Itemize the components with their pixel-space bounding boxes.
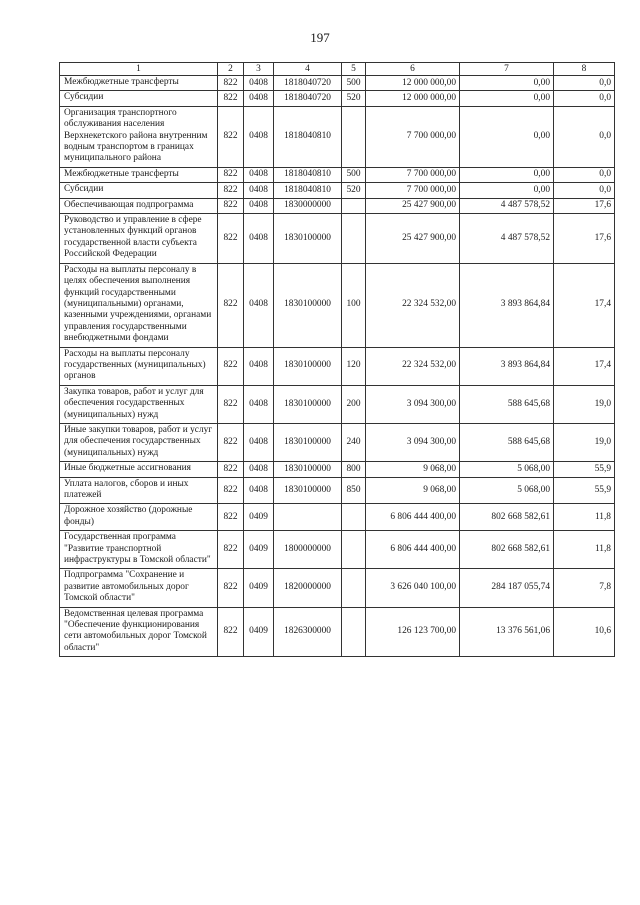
plan-amount-cell: 22 324 532,00 <box>366 347 460 385</box>
row-name-cell: Закупка товаров, работ и услуг для обеспечения государственных (муниципальных) нужд <box>60 385 218 423</box>
target-article-cell: 1830100000 <box>274 385 342 423</box>
column-header: 1 <box>60 63 218 76</box>
percent-cell: 17,6 <box>554 198 615 213</box>
plan-amount-cell: 3 626 040 100,00 <box>366 569 460 607</box>
percent-cell: 17,6 <box>554 214 615 264</box>
ved-cell: 822 <box>218 214 244 264</box>
table-row <box>60 462 615 477</box>
table-row <box>60 385 615 423</box>
table-row <box>60 183 615 198</box>
header-row <box>60 63 615 76</box>
ved-cell: 822 <box>218 263 244 347</box>
plan-amount-cell: 25 427 900,00 <box>366 198 460 213</box>
ved-cell: 822 <box>218 462 244 477</box>
table-row <box>60 263 615 347</box>
ved-cell: 822 <box>218 106 244 167</box>
row-name-cell: Руководство и управление в сфере установленных функций органов государственной власти субъекта Российской Федерации <box>60 214 218 264</box>
expense-type-cell <box>342 569 366 607</box>
ved-cell: 822 <box>218 531 244 569</box>
expense-type-cell: 800 <box>342 462 366 477</box>
row-name-cell: Государственная программа "Развитие транспортной инфраструктуры в Томской области" <box>60 531 218 569</box>
section-cell: 0408 <box>244 263 274 347</box>
target-article-cell: 1826300000 <box>274 607 342 657</box>
row-name-cell: Уплата налогов, сборов и иных платежей <box>60 477 218 504</box>
section-cell: 0408 <box>244 91 274 106</box>
row-name-cell: Подпрограмма "Сохранение и развитие автомобильных дорог Томской области" <box>60 569 218 607</box>
section-cell: 0408 <box>244 347 274 385</box>
section-cell: 0409 <box>244 531 274 569</box>
table-row <box>60 569 615 607</box>
table-row <box>60 607 615 657</box>
section-cell: 0408 <box>244 214 274 264</box>
plan-amount-cell: 22 324 532,00 <box>366 263 460 347</box>
table-row <box>60 167 615 182</box>
target-article-cell: 1830100000 <box>274 477 342 504</box>
percent-cell: 17,4 <box>554 263 615 347</box>
actual-amount-cell: 588 645,68 <box>460 423 554 461</box>
actual-amount-cell: 4 487 578,52 <box>460 214 554 264</box>
row-name-cell: Дорожное хозяйство (дорожные фонды) <box>60 504 218 531</box>
section-cell: 0408 <box>244 76 274 91</box>
ved-cell: 822 <box>218 167 244 182</box>
actual-amount-cell: 4 487 578,52 <box>460 198 554 213</box>
table-row <box>60 214 615 264</box>
plan-amount-cell: 3 094 300,00 <box>366 385 460 423</box>
percent-cell: 0,0 <box>554 183 615 198</box>
table-row <box>60 531 615 569</box>
actual-amount-cell: 284 187 055,74 <box>460 569 554 607</box>
row-name-cell: Ведомственная целевая программа "Обеспечение функционирования сети автомобильных дорог Томской области" <box>60 607 218 657</box>
ved-cell: 822 <box>218 477 244 504</box>
ved-cell: 822 <box>218 91 244 106</box>
plan-amount-cell: 6 806 444 400,00 <box>366 504 460 531</box>
expense-type-cell: 100 <box>342 263 366 347</box>
target-article-cell: 1830100000 <box>274 214 342 264</box>
section-cell: 0408 <box>244 423 274 461</box>
expense-type-cell <box>342 214 366 264</box>
table-row <box>60 477 615 504</box>
table-row <box>60 198 615 213</box>
ved-cell: 822 <box>218 76 244 91</box>
expense-type-cell <box>342 504 366 531</box>
section-cell: 0409 <box>244 504 274 531</box>
row-name-cell: Межбюджетные трансферты <box>60 167 218 182</box>
section-cell: 0408 <box>244 183 274 198</box>
percent-cell: 10,6 <box>554 607 615 657</box>
ved-cell: 822 <box>218 183 244 198</box>
expense-type-cell: 120 <box>342 347 366 385</box>
percent-cell: 0,0 <box>554 167 615 182</box>
column-header: 7 <box>460 63 554 76</box>
target-article-cell: 1818040720 <box>274 76 342 91</box>
column-header: 4 <box>274 63 342 76</box>
table-row <box>60 347 615 385</box>
percent-cell: 55,9 <box>554 462 615 477</box>
percent-cell: 55,9 <box>554 477 615 504</box>
target-article-cell: 1820000000 <box>274 569 342 607</box>
target-article-cell: 1818040810 <box>274 183 342 198</box>
expense-type-cell: 500 <box>342 167 366 182</box>
row-name-cell: Обеспечивающая подпрограмма <box>60 198 218 213</box>
actual-amount-cell: 802 668 582,61 <box>460 504 554 531</box>
actual-amount-cell: 0,00 <box>460 167 554 182</box>
column-header: 5 <box>342 63 366 76</box>
ved-cell: 822 <box>218 504 244 531</box>
section-cell: 0408 <box>244 198 274 213</box>
target-article-cell: 1830000000 <box>274 198 342 213</box>
table-row <box>60 76 615 91</box>
plan-amount-cell: 9 068,00 <box>366 462 460 477</box>
row-name-cell: Субсидии <box>60 91 218 106</box>
plan-amount-cell: 12 000 000,00 <box>366 76 460 91</box>
target-article-cell: 1830100000 <box>274 263 342 347</box>
plan-amount-cell: 126 123 700,00 <box>366 607 460 657</box>
target-article-cell: 1830100000 <box>274 462 342 477</box>
percent-cell: 7,8 <box>554 569 615 607</box>
ved-cell: 822 <box>218 198 244 213</box>
column-header: 8 <box>554 63 615 76</box>
expense-type-cell: 500 <box>342 76 366 91</box>
actual-amount-cell: 5 068,00 <box>460 477 554 504</box>
expense-type-cell <box>342 531 366 569</box>
expense-type-cell <box>342 607 366 657</box>
row-name-cell: Иные закупки товаров, работ и услуг для обеспечения государственных (муниципальных) нужд <box>60 423 218 461</box>
ved-cell: 822 <box>218 607 244 657</box>
actual-amount-cell: 0,00 <box>460 76 554 91</box>
table-row <box>60 423 615 461</box>
plan-amount-cell: 7 700 000,00 <box>366 106 460 167</box>
column-header: 3 <box>244 63 274 76</box>
expense-type-cell: 850 <box>342 477 366 504</box>
column-header: 2 <box>218 63 244 76</box>
budget-table <box>59 62 615 657</box>
actual-amount-cell: 0,00 <box>460 91 554 106</box>
table-row <box>60 91 615 106</box>
section-cell: 0409 <box>244 607 274 657</box>
expense-type-cell <box>342 106 366 167</box>
percent-cell: 11,8 <box>554 504 615 531</box>
plan-amount-cell: 12 000 000,00 <box>366 91 460 106</box>
row-name-cell: Иные бюджетные ассигнования <box>60 462 218 477</box>
expense-type-cell <box>342 198 366 213</box>
row-name-cell: Расходы на выплаты персоналу государственных (муниципальных) органов <box>60 347 218 385</box>
expense-type-cell: 240 <box>342 423 366 461</box>
target-article-cell: 1818040810 <box>274 167 342 182</box>
section-cell: 0408 <box>244 167 274 182</box>
section-cell: 0408 <box>244 385 274 423</box>
plan-amount-cell: 3 094 300,00 <box>366 423 460 461</box>
actual-amount-cell: 0,00 <box>460 183 554 198</box>
target-article-cell: 1818040810 <box>274 106 342 167</box>
section-cell: 0409 <box>244 569 274 607</box>
page-number: 197 <box>310 30 330 45</box>
target-article-cell: 1830100000 <box>274 347 342 385</box>
actual-amount-cell: 3 893 864,84 <box>460 263 554 347</box>
table-row <box>60 504 615 531</box>
actual-amount-cell: 3 893 864,84 <box>460 347 554 385</box>
row-name-cell: Организация транспортного обслуживания населения Верхнекетского района внутренним водным транспортом в границах муниципального района <box>60 106 218 167</box>
expense-type-cell: 520 <box>342 91 366 106</box>
actual-amount-cell: 802 668 582,61 <box>460 531 554 569</box>
target-article-cell: 1830100000 <box>274 423 342 461</box>
percent-cell: 0,0 <box>554 91 615 106</box>
target-article-cell: 1800000000 <box>274 531 342 569</box>
expense-type-cell: 200 <box>342 385 366 423</box>
row-name-cell: Межбюджетные трансферты <box>60 76 218 91</box>
percent-cell: 0,0 <box>554 106 615 167</box>
target-article-cell <box>274 504 342 531</box>
percent-cell: 0,0 <box>554 76 615 91</box>
expense-type-cell: 520 <box>342 183 366 198</box>
plan-amount-cell: 25 427 900,00 <box>366 214 460 264</box>
plan-amount-cell: 9 068,00 <box>366 477 460 504</box>
ved-cell: 822 <box>218 385 244 423</box>
plan-amount-cell: 7 700 000,00 <box>366 167 460 182</box>
table-row <box>60 106 615 167</box>
target-article-cell: 1818040720 <box>274 91 342 106</box>
ved-cell: 822 <box>218 423 244 461</box>
actual-amount-cell: 0,00 <box>460 106 554 167</box>
percent-cell: 19,0 <box>554 385 615 423</box>
ved-cell: 822 <box>218 347 244 385</box>
row-name-cell: Расходы на выплаты персоналу в целях обеспечения выполнения функций государственными (муниципальными) органами, казенными учреждениями, органами управления государственными внебюджетными фондами <box>60 263 218 347</box>
percent-cell: 17,4 <box>554 347 615 385</box>
actual-amount-cell: 5 068,00 <box>460 462 554 477</box>
actual-amount-cell: 588 645,68 <box>460 385 554 423</box>
column-header: 6 <box>366 63 460 76</box>
plan-amount-cell: 6 806 444 400,00 <box>366 531 460 569</box>
percent-cell: 11,8 <box>554 531 615 569</box>
actual-amount-cell: 13 376 561,06 <box>460 607 554 657</box>
section-cell: 0408 <box>244 462 274 477</box>
plan-amount-cell: 7 700 000,00 <box>366 183 460 198</box>
row-name-cell: Субсидии <box>60 183 218 198</box>
ved-cell: 822 <box>218 569 244 607</box>
section-cell: 0408 <box>244 477 274 504</box>
section-cell: 0408 <box>244 106 274 167</box>
percent-cell: 19,0 <box>554 423 615 461</box>
